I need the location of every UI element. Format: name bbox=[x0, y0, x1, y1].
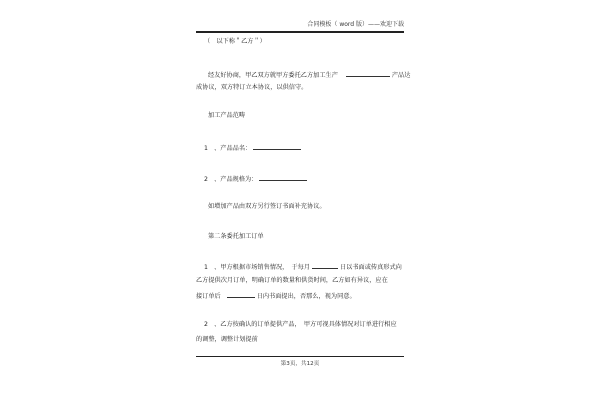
order-day-blank bbox=[312, 262, 338, 269]
section-processing-scope: 加工产品范畴 bbox=[208, 112, 246, 119]
supplement-note: 如增加产品由双方另行签订书面补充协议。 bbox=[208, 203, 326, 210]
order-text-c2: 日内书面提出，否那么，视为同意。 bbox=[256, 293, 356, 300]
order-paragraph-line3 bbox=[196, 291, 408, 301]
intro-paragraph-line2: 成协议，双方特订立本协议，以供信守。 bbox=[196, 84, 308, 91]
order-paragraph-line2: 乙方提供次月订单，明确订单的数量和供货时间，乙方如有异议，应在 bbox=[196, 277, 388, 284]
item-product-name bbox=[204, 143, 416, 153]
order-paragraph-line1 bbox=[204, 262, 416, 272]
item-product-name-blank bbox=[253, 143, 301, 150]
intro-text-b: 产品达 bbox=[391, 72, 411, 79]
objection-days-blank bbox=[227, 291, 255, 298]
item-product-name-label: 1 、产品品名： bbox=[204, 145, 252, 152]
order-text-c1: 接订单后 bbox=[196, 293, 221, 300]
party-b-line: （ 以下称＂乙方＂） bbox=[204, 38, 266, 45]
product-name-blank bbox=[346, 70, 390, 77]
page-number: 第3页，共12页 bbox=[280, 361, 320, 367]
item-product-spec-blank bbox=[259, 174, 307, 181]
intro-paragraph-line1 bbox=[208, 70, 420, 80]
order-text-a1: 1 、甲方根据市场销售情况， 于每月 bbox=[204, 264, 311, 271]
footer-divider bbox=[196, 356, 404, 358]
header-divider bbox=[196, 31, 404, 33]
intro-text-a: 经友好协商，甲乙双方就甲方委托乙方加工生产 bbox=[208, 72, 338, 79]
header-title: 合同模板（ word 版）——欢迎下载 bbox=[307, 21, 404, 28]
order-text-a2: 日以书面或传真形式向 bbox=[339, 264, 402, 271]
section-processing-order: 第二条委托加工订单 bbox=[208, 233, 264, 240]
item-product-spec-label: 2 、产品规格为： bbox=[204, 176, 258, 183]
adjust-paragraph-line1: 2 、乙方按确认的订单提供产品， 甲方可视具体情况对订单进行相应 bbox=[204, 321, 397, 328]
adjust-paragraph-line2: 的调整，调整计划提前 bbox=[196, 336, 258, 343]
item-product-spec bbox=[204, 174, 416, 184]
